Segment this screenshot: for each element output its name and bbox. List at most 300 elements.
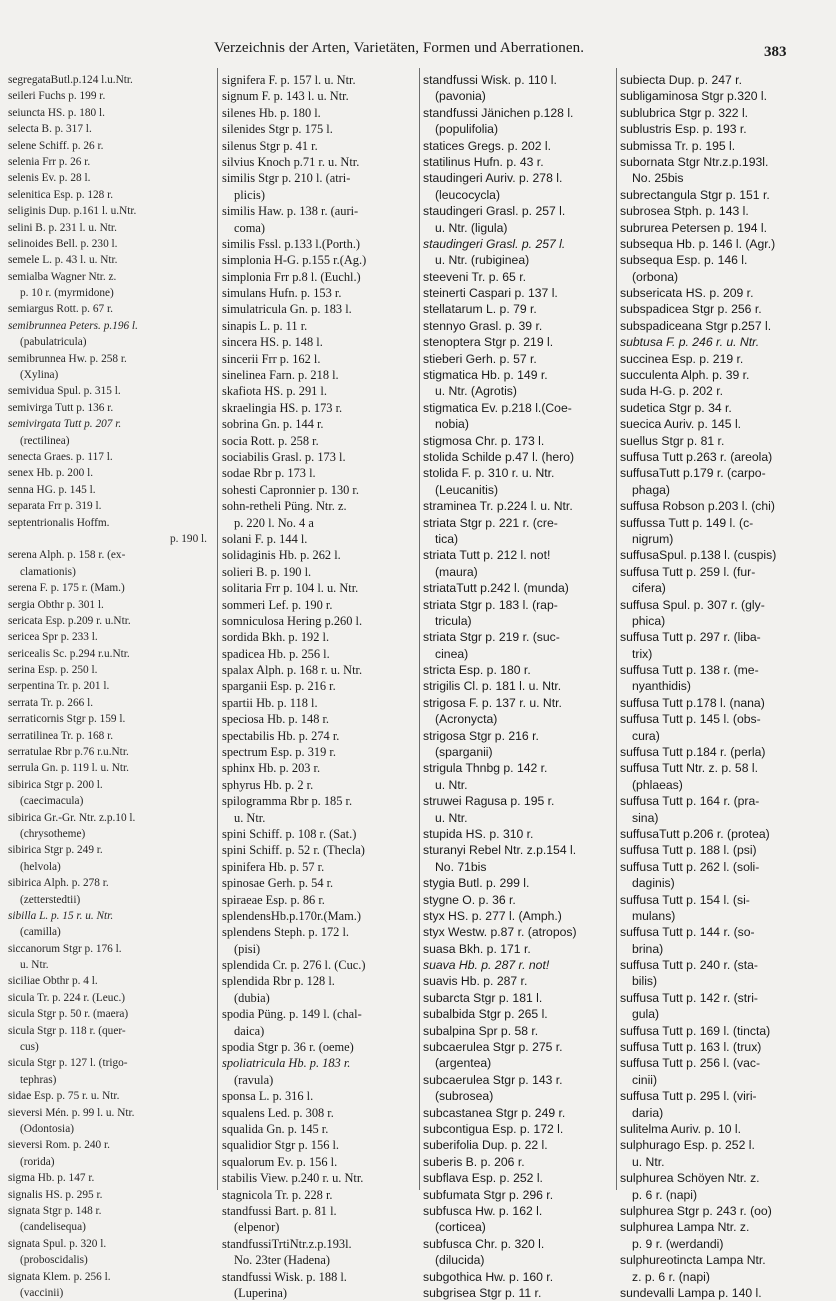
index-entry-line: speciosa Hb. p. 148 r.	[222, 712, 330, 727]
index-entry-line: subgothica Hw. p. 160 r.	[423, 1269, 554, 1284]
index-entry-line: subgrisea Stgr p. 11 r.	[423, 1285, 542, 1300]
index-entry-line: sturanyi Rebel Ntr. z.p.154 l.	[423, 843, 577, 858]
column-divider	[419, 68, 420, 1190]
index-entry-line: splendens Steph. p. 172 l.	[222, 925, 349, 940]
index-entry-line: subrectangula Stgr p. 151 r.	[620, 187, 770, 202]
index-entry-line: semividua Spul. p. 315 l.	[8, 385, 121, 398]
index-entry-line: simulatricula Gn. p. 183 l.	[222, 302, 352, 317]
index-entry-line: phaga)	[632, 482, 670, 497]
index-entry-line: (camilla)	[20, 926, 61, 939]
index-entry-line: (helvola)	[20, 860, 61, 873]
index-entry-line: struwei Ragusa p. 195 r.	[423, 794, 555, 809]
index-entry-line: subrurea Petersen p. 194 l.	[620, 220, 768, 235]
index-entry-line: sobrina Gn. p. 144 r.	[222, 417, 324, 432]
index-entry-line: sibirica Stgr p. 249 r.	[8, 844, 103, 857]
index-entry-line: suffusa Tutt p.263 r. (areola)	[620, 449, 773, 464]
index-entry-line: selinoides Bell. p. 230 l.	[8, 237, 118, 250]
index-entry-line: No. 25bis	[632, 171, 684, 186]
index-entry-line: gula)	[632, 1007, 660, 1022]
index-entry-line: simulans Hufn. p. 153 r.	[222, 286, 342, 301]
index-entry-line: (argentea)	[435, 1056, 492, 1071]
index-entry-line: splendida Rbr p. 128 l.	[222, 974, 335, 989]
index-entry-line: trix)	[632, 646, 653, 661]
index-entry-line: serratilinea Tr. p. 168 r.	[8, 729, 114, 742]
index-entry-line: sicula Tr. p. 224 r. (Leuc.)	[8, 991, 126, 1004]
index-entry-line: stigmatica Ev. p.218 l.(Coe-	[423, 400, 572, 415]
index-entry-line: sponsa L. p. 316 l.	[222, 1089, 314, 1104]
index-entry-line: subsequa Esp. p. 146 l.	[620, 253, 748, 268]
index-entry-line: semele L. p. 43 l. u. Ntr.	[8, 254, 118, 267]
index-entry-line: subcaerulea Stgr p. 143 r.	[423, 1072, 563, 1087]
index-entry-line: sincera HS. p. 148 l.	[222, 335, 323, 350]
index-entry-line: sicula Stgr p. 127 l. (trigo-	[8, 1057, 128, 1070]
index-entry-line: stygia Butl. p. 299 l.	[423, 876, 530, 891]
index-entry-line: suavis Hb. p. 287 r.	[423, 974, 528, 989]
index-entry-line: (Luperina)	[234, 1285, 287, 1300]
index-entry-line: (leucocycla)	[435, 187, 501, 202]
index-entry-line: signifera F. p. 157 l. u. Ntr.	[222, 73, 356, 87]
index-entry-line: squalidior Stgr p. 156 l.	[222, 1138, 340, 1153]
index-entry-line: bilis)	[632, 974, 658, 989]
index-entry-line: (corticea)	[435, 1220, 486, 1235]
index-entry-line: standfussi Wisk. p. 188 l.	[222, 1269, 347, 1284]
index-entry-line: suffusa Tutt p. 164 r. (pra-	[620, 794, 760, 809]
index-entry-line: succinea Esp. p. 219 r.	[620, 351, 744, 366]
index-entry-line: subalpina Spr p. 58 r.	[423, 1023, 539, 1038]
index-entry-line: u. Ntr.	[435, 777, 468, 792]
index-entry-line: signata Klem. p. 256 l.	[8, 1270, 111, 1283]
index-entry-line: brina)	[632, 941, 664, 956]
index-entry-line: siccanorum Stgr p. 176 l.	[8, 942, 122, 955]
index-entry-line: (populifolia)	[435, 122, 499, 137]
index-entry-line: suava Hb. p. 287 r. not!	[423, 958, 550, 973]
index-entry-line: striata Stgr p. 221 r. (cre-	[423, 515, 558, 530]
index-entry-line: (zetterstedtii)	[20, 893, 81, 906]
index-entry-line: stupida HS. p. 310 r.	[423, 826, 534, 841]
index-entry-line: semivirgata Tutt p. 207 r.	[8, 418, 122, 431]
index-entry-line: sublustris Esp. p. 193 r.	[620, 122, 747, 137]
index-entry-line: (dilucida)	[435, 1253, 485, 1268]
index-entry-line: simplonia Frr p.8 l. (Euchl.)	[222, 269, 361, 284]
index-entry-line: (sparganii)	[435, 745, 493, 760]
index-entry-line: splendida Cr. p. 276 l. (Cuc.)	[222, 958, 366, 973]
index-entry-line: sulphurago Esp. p. 252 l.	[620, 1138, 755, 1153]
index-entry-line: septentrionalis Hoffm.	[8, 516, 110, 529]
index-entry-line: (vaccinii)	[20, 1286, 64, 1299]
index-entry-line: (proboscidalis)	[20, 1254, 88, 1267]
index-entry-line: similis Fssl. p.133 l.(Porth.)	[222, 236, 361, 251]
index-entry-line: suffusa Tutt p. 295 l. (viri-	[620, 1089, 757, 1104]
index-entry-line: tephras)	[20, 1073, 57, 1086]
index-entry-line: serrula Gn. p. 119 l. u. Ntr.	[8, 762, 130, 775]
index-entry-line: succulenta Alph. p. 39 r.	[620, 368, 750, 383]
index-entry-line: subfusca Hw. p. 162 l.	[423, 1203, 543, 1218]
index-entry-line: mulans)	[632, 908, 676, 923]
index-entry-line: statices Gregs. p. 202 l.	[423, 138, 552, 153]
index-entry-line: sericata Esp. p.209 r. u.Ntr.	[8, 614, 131, 627]
index-entry-line: spiraeae Esp. p. 86 r.	[222, 892, 325, 907]
index-entry-line: sudetica Stgr p. 34 r.	[620, 400, 732, 415]
index-entry-line: stabilis View. p.240 r. u. Ntr.	[222, 1171, 364, 1186]
index-column-1	[8, 72, 213, 1299]
index-entry-line: selecta B. p. 317 l.	[8, 123, 92, 136]
index-entry-line: solieri B. p. 190 l.	[222, 564, 312, 579]
index-entry-line: sibirica Stgr p. 200 l.	[8, 778, 103, 791]
index-entry-line: u. Ntr. (Agrotis)	[435, 384, 517, 399]
index-entry-line: spodia Püng. p. 149 l. (chal-	[222, 1007, 362, 1022]
index-entry-line: (rectilinea)	[20, 434, 70, 447]
index-entry-line: u. Ntr. (rubiginea)	[435, 253, 530, 268]
index-entry-line: spartii Hb. p. 118 l.	[222, 695, 318, 710]
column-divider	[616, 68, 617, 1190]
index-entry-line: serena Alph. p. 158 r. (ex-	[8, 549, 126, 562]
index-entry-line: stennyo Grasl. p. 39 r.	[423, 318, 543, 333]
index-entry-line: subligaminosa Stgr p.320 l.	[620, 89, 768, 104]
index-entry-line: plicis)	[234, 187, 265, 202]
index-entry-line: suffusa Tutt p. 138 r. (me-	[620, 663, 759, 678]
index-entry-line: sphyrus Hb. p. 2 r.	[222, 777, 314, 792]
index-entry-line: skraelingia HS. p. 173 r.	[222, 400, 343, 415]
index-entry-line: cinii)	[632, 1072, 658, 1087]
index-entry-line: suffusa Tutt p. 297 r. (liba-	[620, 630, 761, 645]
index-entry-line: subcaerulea Stgr p. 275 r.	[423, 1040, 563, 1055]
index-entry-line: sigma Hb. p. 147 r.	[8, 1172, 95, 1185]
index-entry-line: squalida Gn. p. 145 r.	[222, 1122, 329, 1136]
index-entry-line: suffusa Tutt p. 169 l. (tincta)	[620, 1023, 771, 1038]
index-entry-line: spinosae Gerh. p. 54 r.	[222, 876, 334, 891]
index-entry-line: suffusa Robson p.203 l. (chi)	[620, 499, 775, 514]
index-entry-line: No. 23ter (Hadena)	[234, 1253, 330, 1268]
index-entry-line: suffusa Tutt p. 154 l. (si-	[620, 892, 750, 907]
index-column-3	[423, 72, 615, 1300]
index-entry-line: submissa Tr. p. 195 l.	[620, 138, 736, 153]
index-entry-line: suffussa Tutt p. 149 l. (c-	[620, 515, 754, 530]
index-entry-line: standfussi Wisk. p. 110 l.	[423, 73, 557, 87]
index-entry-line: selenitica Esp. p. 128 r.	[8, 188, 114, 201]
index-entry-line: sommeri Lef. p. 190 r.	[222, 597, 333, 612]
index-entry-line: spodia Stgr p. 36 r. (oeme)	[222, 1040, 354, 1055]
index-entry-line: seileri Fuchs p. 199 r.	[8, 90, 106, 103]
index-entry-line: stellatarum L. p. 79 r.	[423, 302, 537, 317]
index-entry-line: u. Ntr.	[632, 1154, 665, 1169]
index-entry-line: suffusa Tutt Ntr. z. p. 58 l.	[620, 761, 758, 776]
index-entry-line: u. Ntr. (ligula)	[435, 220, 508, 235]
index-entry-line: sodae Rbr p. 173 l.	[222, 466, 316, 481]
index-entry-line: subsequa Hb. p. 146 l. (Agr.)	[620, 236, 776, 251]
index-entry-line: strigosa F. p. 137 r. u. Ntr.	[423, 695, 562, 710]
index-entry-line: silenus Stgr p. 41 r.	[222, 138, 318, 153]
index-entry-line: staudingeri Auriv. p. 278 l.	[423, 171, 563, 186]
index-entry-line: serena F. p. 175 r. (Mam.)	[8, 582, 125, 595]
index-entry-line: sicula Stgr p. 50 r. (maera)	[8, 1008, 129, 1021]
index-entry-line: signum F. p. 143 l. u. Ntr.	[222, 89, 349, 104]
index-entry-line: straminea Tr. p.224 l. u. Ntr.	[423, 499, 573, 514]
index-entry-line: z. p. 6 r. (napi)	[632, 1269, 710, 1284]
index-entry-line: subfusca Chr. p. 320 l.	[423, 1236, 545, 1251]
index-entry-line: (caecimacula)	[20, 795, 84, 808]
index-entry-line: semibrunnea Hw. p. 258 r.	[8, 352, 127, 365]
index-entry-line: spini Schiff. p. 108 r. (Sat.)	[222, 826, 357, 841]
index-entry-line: daica)	[234, 1023, 265, 1038]
index-entry-line: strigilis Cl. p. 181 l. u. Ntr.	[423, 679, 562, 694]
index-entry-line: sulitelma Auriv. p. 10 l.	[620, 1122, 742, 1136]
index-entry-line: spectrum Esp. p. 319 r.	[222, 745, 336, 760]
index-entry-line: suffusaTutt p.206 r. (protea)	[620, 826, 770, 841]
index-entry-line: stieberi Gerh. p. 57 r.	[423, 351, 537, 366]
index-entry-line: suffusa Tutt p. 163 l. (trux)	[620, 1040, 762, 1055]
index-entry-line: suffusa Tutt p. 240 r. (sta-	[620, 958, 758, 973]
index-entry-line: (ravula)	[234, 1072, 274, 1087]
index-entry-line: daria)	[632, 1105, 664, 1120]
index-entry-line: nobia)	[435, 417, 469, 432]
index-entry-line: subornata Stgr Ntr.z.p.193l.	[620, 154, 769, 169]
index-entry-line: statilinus Hufn. p. 43 r.	[423, 154, 544, 169]
index-entry-line: squalorum Ev. p. 156 l.	[222, 1154, 338, 1169]
index-entry-line: semiargus Rott. p. 67 r.	[8, 303, 113, 316]
index-entry-line: (candelisequa)	[20, 1221, 86, 1234]
index-entry-line: simplonia H-G. p.155 r.(Ag.)	[222, 253, 367, 268]
index-entry-line: suffusa Tutt p. 259 l. (fur-	[620, 564, 756, 579]
index-entry-line: striata Tutt p. 212 l. not!	[423, 548, 551, 563]
index-entry-line: sordida Bkh. p. 192 l.	[222, 630, 330, 645]
index-entry-line: cinea)	[435, 646, 469, 661]
index-entry-line: cifera)	[632, 581, 666, 596]
index-entry-line: suberifolia Dup. p. 22 l.	[423, 1138, 548, 1153]
index-entry-line: staudingeri Grasl. p. 257 l.	[423, 236, 566, 251]
index-entry-line: spilogramma Rbr p. 185 r.	[222, 794, 353, 809]
index-entry-line: solidaginis Hb. p. 262 l.	[222, 548, 341, 563]
index-entry-line: (dubia)	[234, 990, 270, 1005]
index-entry-line: siciliae Obthr p. 4 l.	[8, 975, 98, 988]
index-entry-line: sieversi Rom. p. 240 r.	[8, 1139, 110, 1152]
index-entry-line: stigmosa Chr. p. 173 l.	[423, 433, 545, 448]
index-entry-line: subfumata Stgr p. 296 r.	[423, 1187, 554, 1202]
index-entry-line: sinelinea Farn. p. 218 l.	[222, 368, 339, 383]
index-entry-line: suda H-G. p. 202 r.	[620, 384, 723, 399]
index-entry-line: standfussi Jänichen p.128 l.	[423, 105, 574, 120]
index-entry-line: senna HG. p. 145 l.	[8, 483, 96, 496]
index-entry-line: serratulae Rbr p.76 r.u.Ntr.	[8, 746, 129, 759]
index-entry-line: spoliatricula Hb. p. 183 r.	[222, 1056, 351, 1071]
index-entry-line: u. Ntr.	[20, 959, 49, 972]
page-number: 383	[764, 44, 787, 60]
index-entry-line: squalens Led. p. 308 r.	[222, 1105, 334, 1120]
index-entry-line: nigrum)	[632, 531, 674, 546]
index-entry-line: striata Stgr p. 219 r. (suc-	[423, 630, 560, 645]
index-entry-line: selenia Frr p. 26 r.	[8, 155, 91, 168]
index-entry-line: sohesti Capronnier p. 130 r.	[222, 482, 359, 497]
index-entry-line: suffusa Tutt p. 262 l. (soli-	[620, 859, 760, 874]
index-entry-line: subarcta Stgr p. 181 l.	[423, 990, 543, 1005]
index-entry-line: sibirica Gr.-Gr. Ntr. z.p.10 l.	[8, 811, 136, 824]
index-entry-line: coma)	[234, 220, 265, 235]
index-entry-line: (chrysotheme)	[20, 827, 86, 840]
index-entry-line: suffusa Tutt p. 145 l. (obs-	[620, 712, 761, 727]
index-entry-line: sulphurea Lampa Ntr. z.	[620, 1220, 750, 1235]
index-entry-line: selenis Ev. p. 28 l.	[8, 172, 91, 185]
index-entry-line: styx Westw. p.87 r. (atropos)	[423, 925, 577, 940]
index-entry-line: sociabilis Grasl. p. 173 l.	[222, 449, 346, 464]
index-entry-line: p. 220 l. No. 4 a	[234, 515, 314, 530]
index-entry-line: suffusa Tutt p. 188 l. (psi)	[620, 843, 757, 858]
index-entry-line: (Xylina)	[20, 369, 59, 382]
index-entry-line: (pisi)	[234, 941, 261, 956]
index-entry-line: silenes Hb. p. 180 l.	[222, 105, 321, 120]
index-entry-line: (Leucanitis)	[435, 482, 498, 497]
index-entry-line: (rorida)	[20, 1155, 55, 1168]
index-entry-line: striata Stgr p. 183 l. (rap-	[423, 597, 558, 612]
index-entry-line: sulphurea Schöyen Ntr. z.	[620, 1171, 760, 1186]
index-entry-line: (subrosea)	[435, 1089, 494, 1104]
index-entry-line: serina Esp. p. 250 l.	[8, 664, 98, 677]
index-column-2	[222, 72, 418, 1300]
index-entry-line: styx HS. p. 277 l. (Amph.)	[423, 908, 562, 923]
index-entry-line: (orbona)	[632, 269, 679, 284]
index-entry-line: splendensHb.p.170r.(Mam.)	[222, 908, 362, 923]
index-entry-line: sparganii Esp. p. 216 r.	[222, 679, 336, 694]
index-entry-line: stenoptera Stgr p. 219 l.	[423, 335, 554, 350]
index-entry-line: subspadicea Stgr p. 256 r.	[620, 302, 762, 317]
index-entry-line: staudingeri Grasl. p. 257 l.	[423, 204, 566, 219]
index-entry-line: subalbida Stgr p. 265 l.	[423, 1007, 548, 1022]
index-entry-line: suffusa Tutt p. 142 r. (stri-	[620, 990, 758, 1005]
index-entry-line: cus)	[20, 1041, 39, 1054]
index-entry-line: subrosea Stph. p. 143 l.	[620, 204, 749, 219]
index-entry-line: subiecta Dup. p. 247 r.	[620, 73, 742, 87]
index-entry-line: spectabilis Hb. p. 274 r.	[222, 728, 340, 743]
index-entry-line: (Acronycta)	[435, 712, 498, 727]
index-entry-line: sericealis Sc. p.294 r.u.Ntr.	[8, 647, 130, 660]
index-entry-line: solitaria Frr p. 104 l. u. Ntr.	[222, 581, 359, 596]
index-entry-line: suffusaSpul. p.138 l. (cuspis)	[620, 548, 777, 563]
index-entry-line: sina)	[632, 810, 659, 825]
index-entry-line: similis Haw. p. 138 r. (auri-	[222, 204, 359, 219]
index-entry-line: senecta Graes. p. 117 l.	[8, 450, 113, 463]
index-entry-line: skafiota HS. p. 291 l.	[222, 384, 327, 399]
index-entry-line: somniculosa Hering p.260 l.	[222, 613, 363, 628]
index-entry-line: silvius Knoch p.71 r. u. Ntr.	[222, 154, 360, 169]
index-entry-line: (pavonia)	[435, 89, 486, 104]
index-entry-line: clamationis)	[20, 565, 76, 578]
index-entry-line: tricula)	[435, 613, 472, 628]
index-entry-line: (pabulatricula)	[20, 336, 87, 349]
index-entry-line: seliginis Dup. p.161 l. u.Ntr.	[8, 205, 137, 218]
index-entry-line: standfussiTrtiNtr.z.p.193l.	[222, 1236, 352, 1251]
index-entry-line: sulphureotincta Lampa Ntr.	[620, 1253, 766, 1268]
index-entry-line: suecica Auriv. p. 145 l.	[620, 417, 742, 432]
index-entry-line: stolida F. p. 310 r. u. Ntr.	[423, 466, 555, 481]
index-entry-line: semialba Wagner Ntr. z.	[8, 270, 117, 283]
index-entry-line: u. Ntr.	[234, 810, 266, 825]
index-entry-line: socia Rott. p. 258 r.	[222, 433, 319, 448]
index-entry-line: steeveni Tr. p. 65 r.	[423, 269, 526, 284]
index-entry-line: nyanthidis)	[632, 679, 691, 694]
index-entry-line: sericea Spr p. 233 l.	[8, 631, 98, 644]
index-entry-line: subsericata HS. p. 209 r.	[620, 286, 754, 301]
index-entry-line: solani F. p. 144 l.	[222, 531, 308, 546]
index-entry-line: p. 6 r. (napi)	[632, 1187, 698, 1202]
index-entry-line: sibilla L. p. 15 r. u. Ntr.	[8, 909, 114, 922]
index-entry-line: (maura)	[435, 564, 478, 579]
index-entry-line: sicula Stgr p. 118 r. (quer-	[8, 1024, 126, 1037]
index-entry-line: suffusa Tutt p. 256 l. (vac-	[620, 1056, 761, 1071]
index-entry-line: suffusa Tutt p.184 r. (perla)	[620, 745, 766, 760]
index-entry-line: stricta Esp. p. 180 r.	[423, 663, 531, 678]
index-entry-line: semibrunnea Peters. p.196 l.	[8, 319, 138, 332]
index-entry-line: phica)	[632, 613, 666, 628]
index-entry-line: selene Schiff. p. 26 r.	[8, 139, 104, 152]
column-divider	[217, 68, 218, 1190]
index-entry-line: stigmatica Hb. p. 149 r.	[423, 368, 548, 383]
index-entry-line: daginis)	[632, 876, 675, 891]
index-entry-line: suasa Bkh. p. 171 r.	[423, 941, 531, 956]
index-entry-line: (elpenor)	[234, 1220, 280, 1235]
index-entry-line: tica)	[435, 531, 459, 546]
index-entry-line: spinifera Hb. p. 57 r.	[222, 859, 325, 874]
page-header	[0, 40, 836, 62]
index-entry-line: selini B. p. 231 l. u. Ntr.	[8, 221, 117, 234]
index-entry-line: steinerti Caspari p. 137 l.	[423, 286, 558, 301]
index-entry-line: No. 71bis	[435, 859, 487, 874]
index-entry-line: stagnicola Tr. p. 228 r.	[222, 1187, 333, 1202]
index-entry-line: subflava Esp. p. 252 l.	[423, 1171, 543, 1186]
index-entry-line: subcastanea Stgr p. 249 r.	[423, 1105, 566, 1120]
index-entry-line: stygne O. p. 36 r.	[423, 892, 516, 907]
index-entry-line: spadicea Hb. p. 256 l.	[222, 646, 330, 661]
index-entry-line: sinapis L. p. 11 r.	[222, 318, 308, 333]
index-entry-line: sidae Esp. p. 75 r. u. Ntr.	[8, 1090, 120, 1103]
index-entry-line: signata Stgr p. 148 r.	[8, 1204, 102, 1217]
index-entry-line: sublubrica Stgr p. 322 l.	[620, 105, 749, 120]
index-entry-line: serpentina Tr. p. 201 l.	[8, 680, 110, 693]
index-entry-line: similis Stgr p. 210 l. (atri-	[222, 171, 351, 186]
index-entry-line: striataTutt p.242 l. (munda)	[423, 581, 569, 596]
index-entry-line: separata Frr p. 319 l.	[8, 500, 102, 513]
index-entry-line: seiuncta HS. p. 180 l.	[8, 106, 105, 119]
index-entry-line: spalax Alph. p. 168 r. u. Ntr.	[222, 663, 363, 678]
index-entry-line: standfussi Bart. p. 81 l.	[222, 1203, 337, 1218]
index-entry-line: sergia Obthr p. 301 l.	[8, 598, 104, 611]
index-entry-line: semivirga Tutt p. 136 r.	[8, 401, 114, 414]
running-header-title: Verzeichnis der Arten, Varietäten, Formen und Aberrationen.	[214, 40, 585, 56]
index-entry-line: spini Schiff. p. 52 r. (Thecla)	[222, 843, 365, 858]
index-entry-line: suffusa Spul. p. 307 r. (gly-	[620, 597, 765, 612]
index-entry-line: p. 190 l.	[169, 532, 207, 545]
index-entry-line: suffusa Tutt p.178 l. (nana)	[620, 695, 765, 710]
index-entry-line: sphinx Hb. p. 203 r.	[222, 761, 321, 776]
index-entry-line: serraticornis Stgr p. 159 l.	[8, 713, 126, 726]
index-entry-line: strigula Thnbg p. 142 r.	[423, 761, 548, 776]
index-entry-line: sibirica Alph. p. 278 r.	[8, 877, 109, 890]
index-entry-line: subtusa F. p. 246 r. u. Ntr.	[620, 335, 760, 350]
index-entry-line: cura)	[632, 728, 660, 743]
index-entry-line: subcontigua Esp. p. 172 l.	[423, 1122, 564, 1136]
index-entry-line: suellus Stgr p. 81 r.	[620, 433, 725, 448]
index-entry-line: p. 9 r. (werdandi)	[632, 1236, 724, 1251]
index-entry-line: sieversi Mén. p. 99 l. u. Ntr.	[8, 1106, 135, 1119]
index-entry-line: (Odontosia)	[20, 1123, 74, 1135]
index-entry-line: sincerii Frr p. 162 l.	[222, 351, 321, 366]
index-entry-line: strigosa Stgr p. 216 r.	[423, 728, 539, 743]
index-entry-line: segregataButl.p.124 l.u.Ntr.	[8, 74, 133, 86]
index-entry-line: (phlaeas)	[632, 777, 683, 792]
index-entry-line: suberis B. p. 206 r.	[423, 1154, 525, 1169]
index-entry-line: suffusaTutt p.179 r. (carpo-	[620, 466, 766, 481]
index-entry-line: serrata Tr. p. 266 l.	[8, 696, 94, 709]
index-column-4	[620, 72, 834, 1300]
index-entry-line: signata Spul. p. 320 l.	[8, 1237, 107, 1250]
index-entry-line: p. 10 r. (myrmidone)	[20, 287, 114, 300]
